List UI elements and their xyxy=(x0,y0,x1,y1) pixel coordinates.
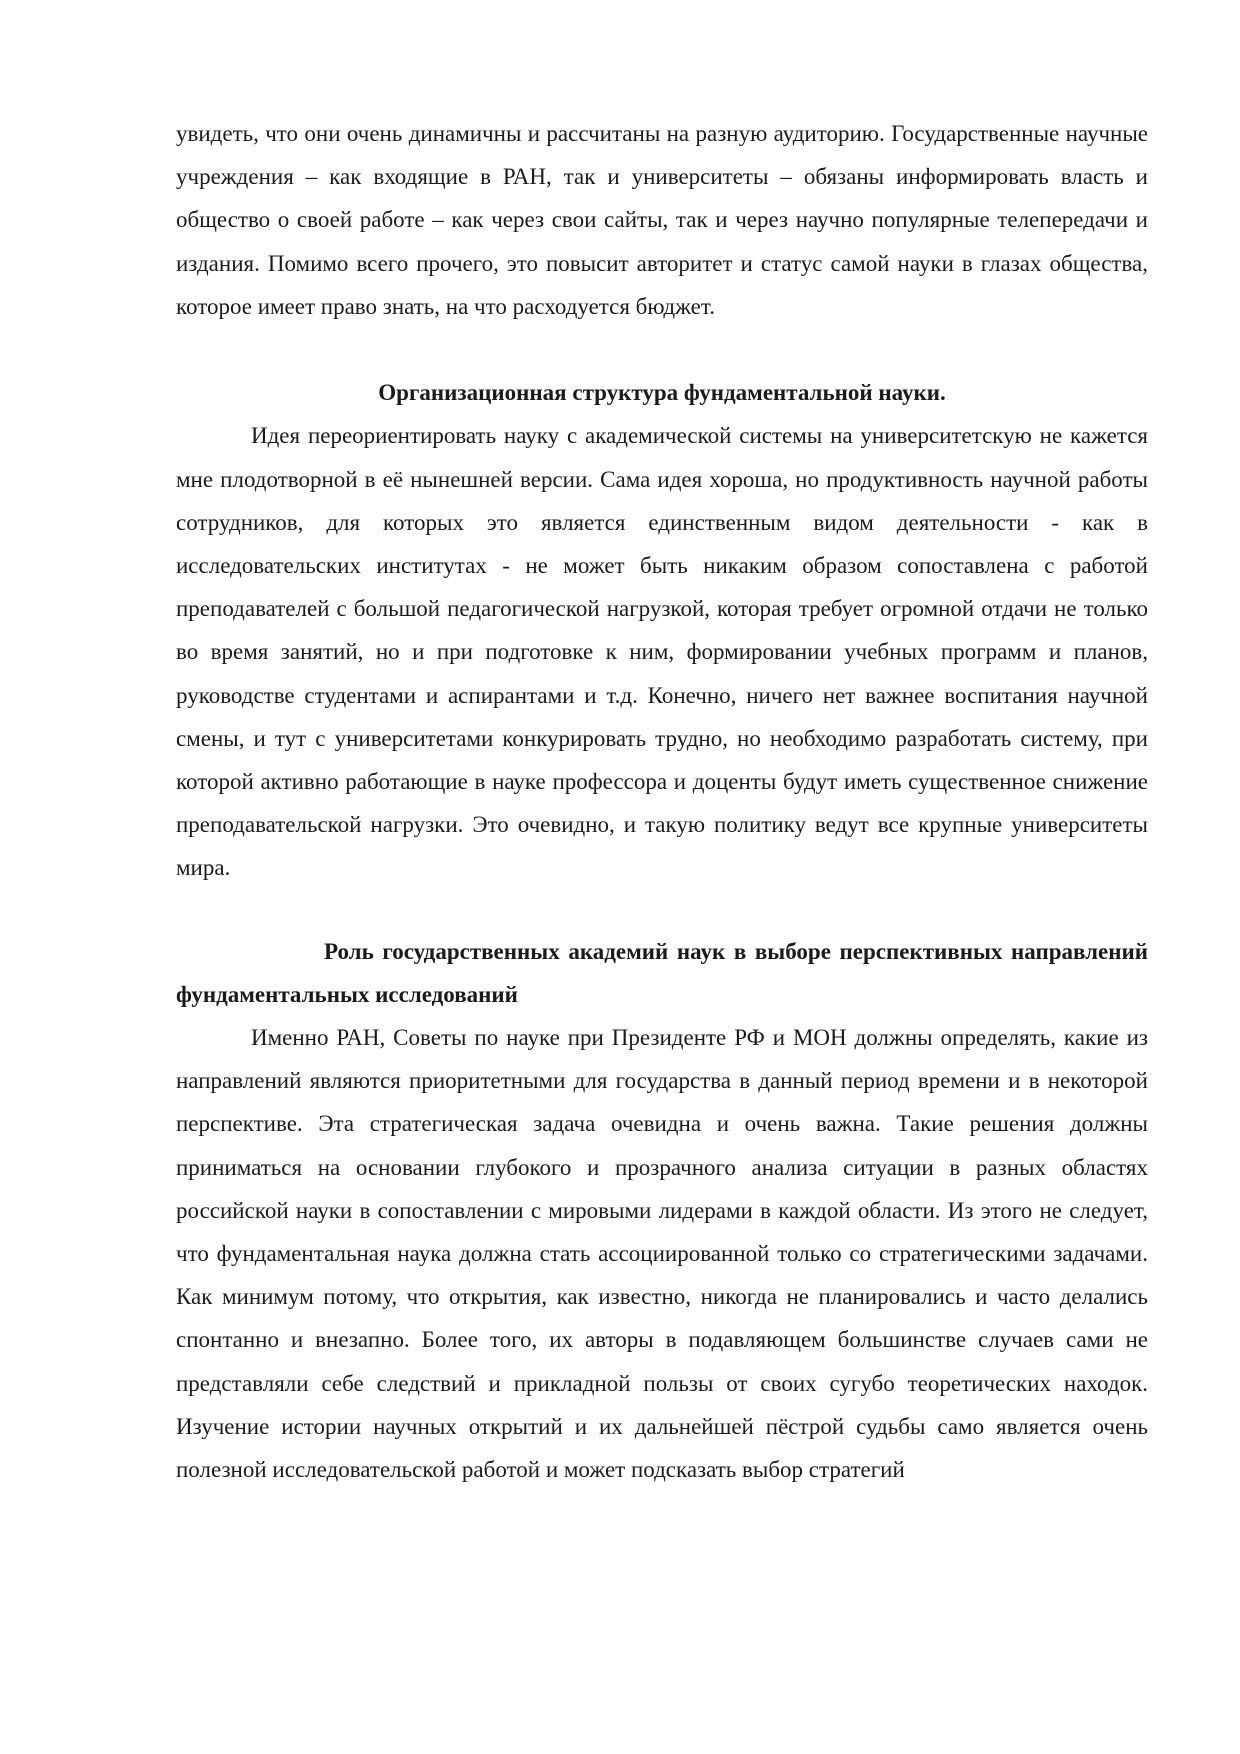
section-paragraph-academies: Именно РАН, Советы по науке при Президенте РФ и МОН должны определять, какие из направлений являются приоритетными для государства в данный период времени и в некоторой перспективе. Эта стратегическая задача очевидна и очень важна. Такие решения должны приниматься на основании глубокого и прозрачного анализа ситуации в разных областях российской науки в сопоставлении с мировыми лидерами в каждой области. Из этого не следует, что фундаментальная наука должна стать ассоциированной только со стратегическими задачами. Как минимум потому, что открытия, как известно, никогда не планировались и часто делались спонтанно и внезапно. Более того, их авторы в подавляющем большинстве случаев сами не представляли себе следствий и прикладной пользы от своих сугубо теоретических находок. Изучение истории научных открытий и их дальнейшей пёстрой судьбы само является очень полезной исследовательской работой и может подсказать выбор стратегий xyxy=(176,1025,1148,1483)
intro-paragraph: увидеть, что они очень динамичны и рассчитаны на разную аудиторию. Государственные научные учреждения – как входящие в РАН, так и университеты – обязаны информировать власть и общество о своей работе – как через свои сайты, так и через научно популярные телепередачи и издания. Помимо всего прочего, это повысит авторитет и статус самой науки в глазах общества, которое имеет право знать, на что расходуется бюджет. xyxy=(176,121,1148,319)
section-heading-academies: Роль государственных академий наук в выборе перспективных направлений фундаментальных исследований xyxy=(176,938,1148,1007)
document-body xyxy=(176,112,1148,1491)
section-paragraph-organization: Идея переориентировать науку с академической системы на университетскую не кажется мне плодотворной в её нынешней версии. Сама идея хороша, но продуктивность научной работы сотрудников, для которых это является единственным видом деятельности - как в исследовательских институтах - не может быть никаким образом сопоставлена с работой преподавателей с большой педагогической нагрузкой, которая требует огромной отдачи не только во время занятий, но и при подготовке к ним, формировании учебных программ и планов, руководстве студентами и аспирантами и т.д. Конечно, ничего нет важнее воспитания научной смены, и тут с университетами конкурировать трудно, но необходимо разработать систему, при которой активно работающие в науке профессора и доценты будут иметь существенное снижение преподавательской нагрузки. Это очевидно, и такую политику ведут все крупные университеты мира. xyxy=(176,423,1148,881)
spacer xyxy=(176,328,1148,371)
spacer xyxy=(176,890,1148,930)
section-heading-organization: Организационная структура фундаментальной науки. xyxy=(378,380,946,406)
